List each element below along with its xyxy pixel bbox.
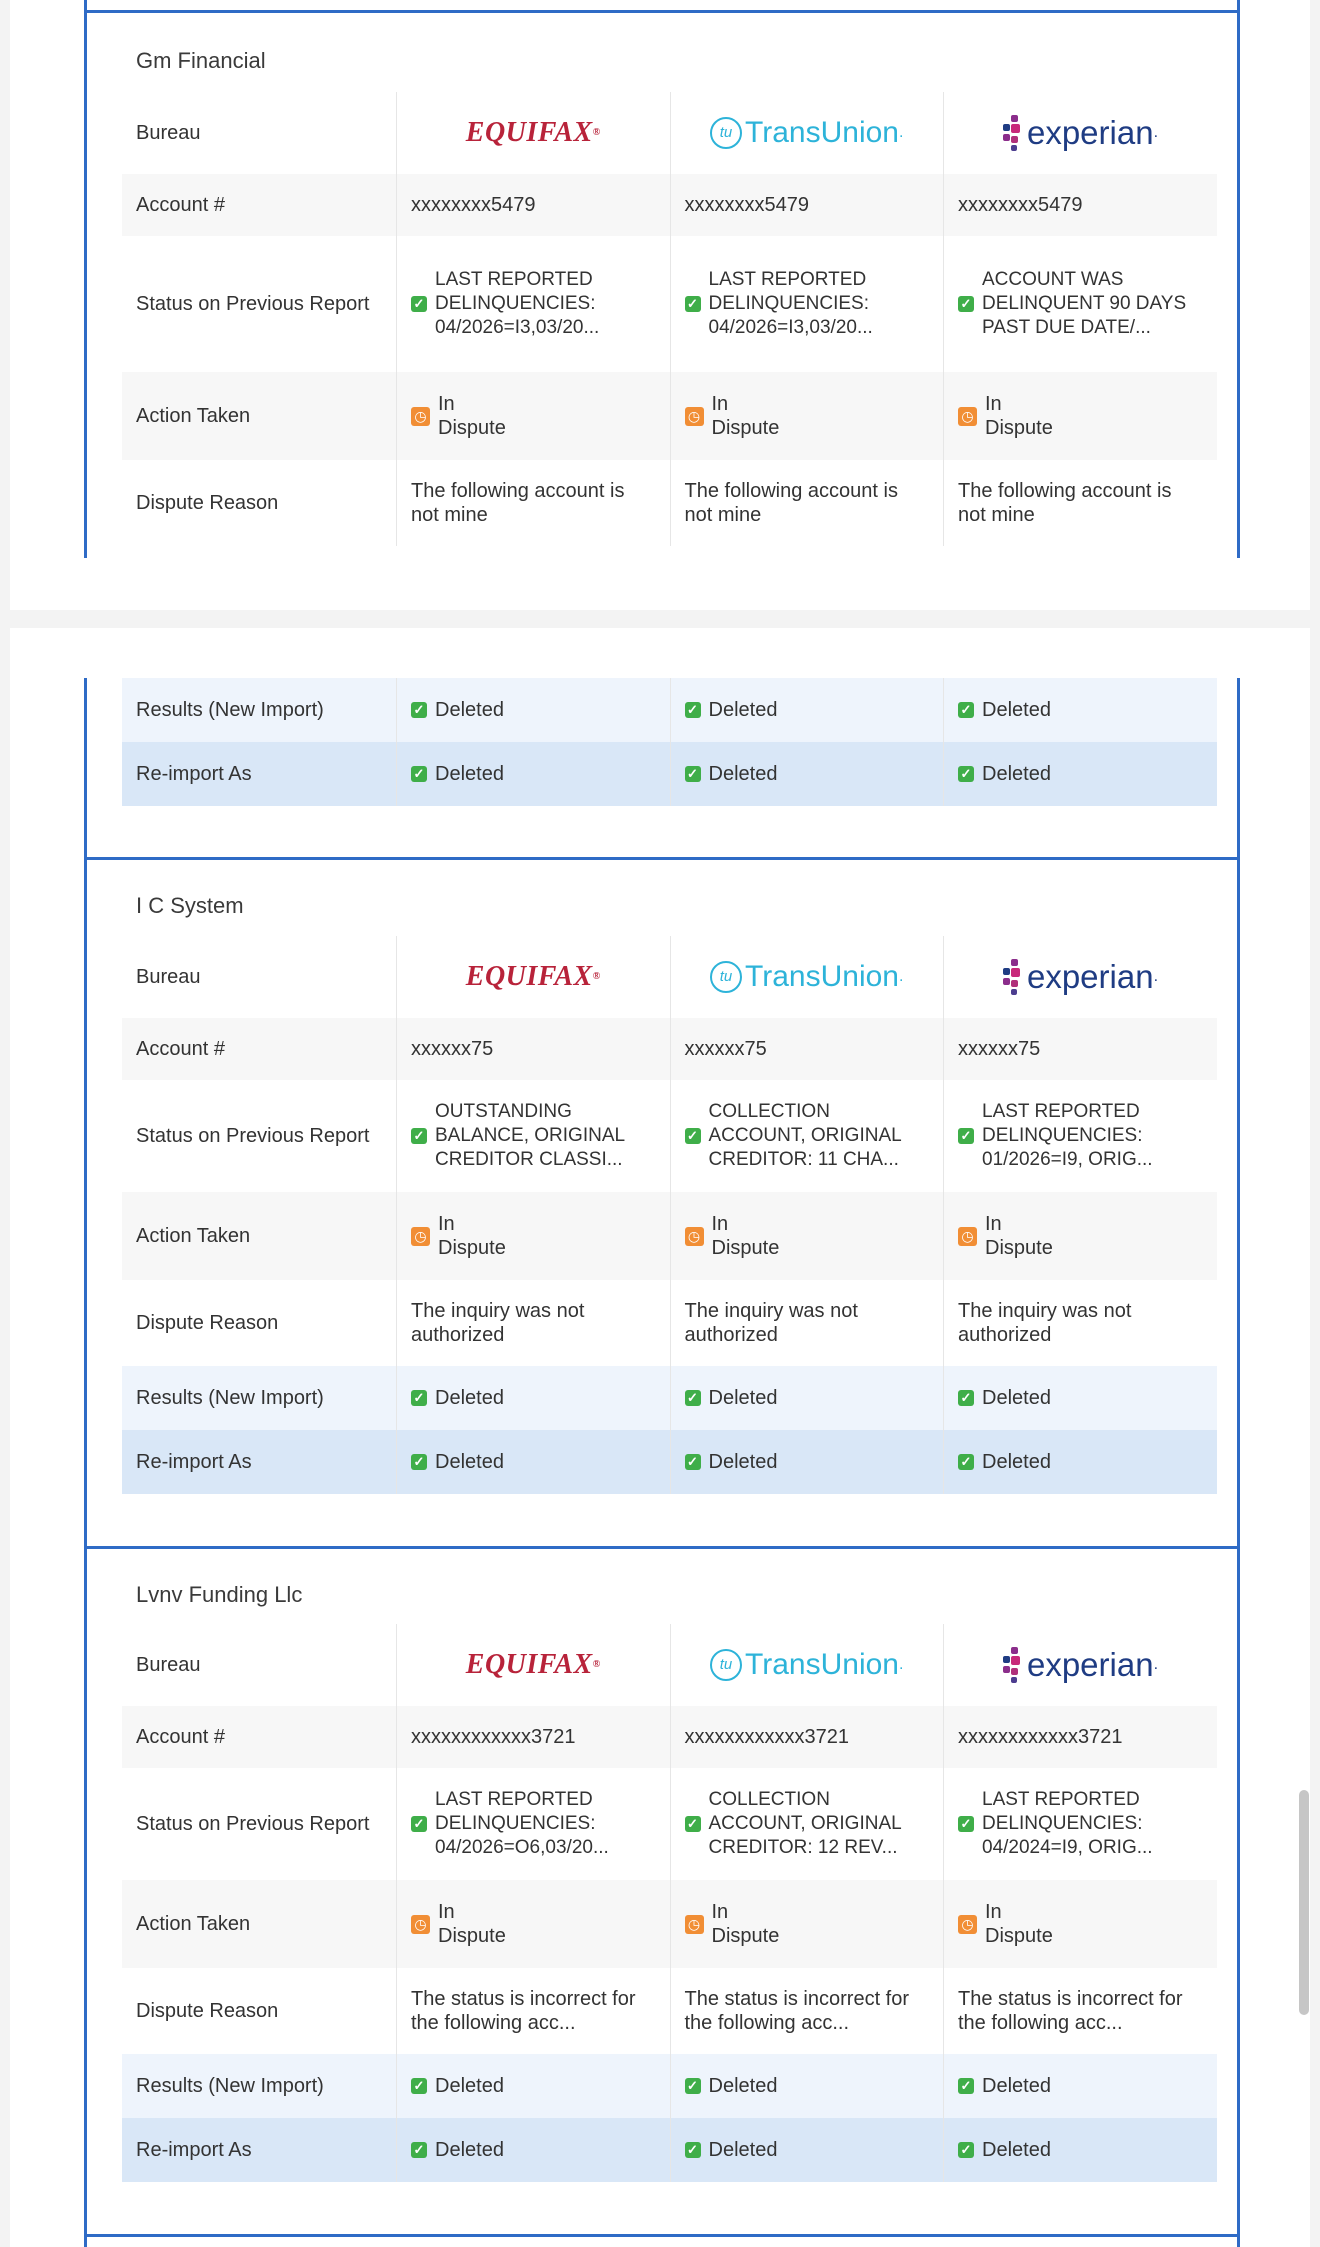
- account-divider: [84, 10, 1240, 13]
- clock-icon: ◷: [411, 1915, 430, 1934]
- reimport-text: Deleted: [435, 1451, 504, 1473]
- reason-row: Dispute Reason The inquiry was not authorized The inquiry was not authorized The inquiry was not authorized: [122, 1280, 1217, 1366]
- clock-icon: ◷: [958, 407, 977, 426]
- check-square-icon: ✓: [411, 1390, 427, 1406]
- status-row: Status on Previous Report ✓ LAST REPORTED DELINQUENCIES: 04/2026=O6,03/20... ✓ COLLECTION ACCOUNT, ORIGINAL CREDITOR: 12 REV... ✓ LAST REPORTED DELINQUENCIES: 04/2024=I9, ORIG...: [122, 1768, 1217, 1880]
- bureau-table: [122, 1624, 1217, 2182]
- reimport-row: Re-import As ✓ Deleted ✓ Deleted ✓ Deleted: [122, 1430, 1217, 1494]
- clock-icon: ◷: [411, 1227, 430, 1246]
- check-square-icon: ✓: [411, 2142, 427, 2158]
- action-text: In Dispute: [985, 1901, 1053, 1947]
- bureau-row: [122, 92, 1217, 174]
- check-square-icon: ✓: [685, 2078, 701, 2094]
- equifax-logo: EQUIFAX ®: [465, 1649, 601, 1680]
- clock-icon: ◷: [685, 1227, 704, 1246]
- results-row: Results (New Import) ✓ Deleted ✓ Deleted ✓ Deleted: [122, 1366, 1217, 1430]
- status-text: LAST REPORTED DELINQUENCIES: 04/2026=I3,03/20...: [708, 269, 873, 338]
- action-text: In Dispute: [711, 1213, 780, 1259]
- account-number: xxxxxx75: [397, 1018, 671, 1080]
- reason-text: The status is incorrect for the following acc...: [670, 1968, 944, 2054]
- check-square-icon: ✓: [958, 1454, 974, 1470]
- check-square-icon: ✓: [685, 1454, 701, 1470]
- bureau-table: [122, 936, 1217, 1494]
- check-square-icon: ✓: [411, 702, 427, 718]
- account-number-row: Account # xxxxxxxxxxxx3721 xxxxxxxxxxxx3721 xxxxxxxxxxxx3721: [122, 1706, 1217, 1768]
- check-square-icon: ✓: [411, 1816, 427, 1832]
- account-number: xxxxxxxxxxxx3721: [944, 1706, 1218, 1768]
- account-title: Gm Financial: [136, 48, 266, 73]
- bureau-row: Bureau EQUIFAX ® tu TransUnion . experian .: [122, 936, 1217, 1018]
- clock-icon: ◷: [958, 1915, 977, 1934]
- status-text: OUTSTANDING BALANCE, ORIGINAL CREDITOR CLASSI...: [435, 1101, 625, 1170]
- reason-text: The following account is not mine: [397, 460, 671, 546]
- account-divider: [84, 2234, 1240, 2237]
- action-text: In Dispute: [438, 393, 506, 439]
- clock-icon: ◷: [411, 407, 430, 426]
- account-number-row: Account # xxxxxx75 xxxxxx75 xxxxxx75: [122, 1018, 1217, 1080]
- check-square-icon: ✓: [685, 702, 701, 718]
- results-row: Results (New Import) ✓ Deleted ✓ Deleted ✓ Deleted: [122, 678, 1217, 742]
- account-number: xxxxxxxxxxxx3721: [670, 1706, 944, 1768]
- account-number: xxxxxxxx5479: [944, 174, 1218, 236]
- account-number-row: Account # xxxxxxxx5479 xxxxxxxx5479 xxxxxxxx5479: [122, 174, 1217, 236]
- status-text: COLLECTION ACCOUNT, ORIGINAL CREDITOR: 12 REV...: [708, 1789, 901, 1858]
- check-square-icon: ✓: [685, 296, 701, 312]
- status-row: Status on Previous Report ✓ OUTSTANDING BALANCE, ORIGINAL CREDITOR CLASSI... ✓ COLLECTION ACCOUNT, ORIGINAL CREDITOR: 11 CHA... ✓ LAST REPORTED DELINQUENCIES: 01/2026=I9, ORIG...: [122, 1080, 1217, 1192]
- dispute-card-top: [10, 0, 1310, 610]
- check-square-icon: ✓: [411, 2078, 427, 2094]
- check-square-icon: ✓: [958, 296, 974, 312]
- status-text: LAST REPORTED DELINQUENCIES: 04/2026=O6,03/20...: [435, 1789, 609, 1858]
- result-text: Deleted: [708, 1387, 778, 1409]
- reason-text: The following account is not mine: [670, 460, 944, 546]
- dispute-card-bottom: [10, 628, 1310, 2247]
- status-text: LAST REPORTED DELINQUENCIES: 04/2024=I9, ORIG...: [982, 1789, 1153, 1858]
- check-square-icon: ✓: [685, 1128, 701, 1144]
- bureau-table: [122, 92, 1217, 546]
- reimport-text: Deleted: [708, 763, 778, 785]
- check-square-icon: ✓: [685, 2142, 701, 2158]
- check-square-icon: ✓: [685, 1816, 701, 1832]
- clock-icon: ◷: [685, 1915, 704, 1934]
- result-text: Deleted: [982, 1387, 1051, 1409]
- equifax-logo: EQUIFAX ®: [465, 961, 601, 992]
- check-square-icon: ✓: [411, 296, 427, 312]
- experian-logo: experian .: [958, 959, 1203, 995]
- action-row: Action Taken ◷ In Dispute ◷ In Dispute ◷ In Dispute: [122, 1192, 1217, 1280]
- reason-text: The status is incorrect for the following acc...: [397, 1968, 671, 2054]
- check-square-icon: ✓: [958, 1816, 974, 1832]
- account-divider: [84, 1546, 1240, 1549]
- reason-row: Dispute Reason The status is incorrect for the following acc... The status is incorrect for the following acc... The status is incorrect for the following acc...: [122, 1968, 1217, 2054]
- scrollbar-thumb[interactable]: [1299, 1790, 1309, 2015]
- reason-text: The inquiry was not authorized: [944, 1280, 1218, 1366]
- check-square-icon: ✓: [411, 766, 427, 782]
- check-square-icon: ✓: [958, 2142, 974, 2158]
- reimport-text: Deleted: [435, 2139, 504, 2161]
- bureau-row: Bureau EQUIFAX ® tu TransUnion . experian .: [122, 1624, 1217, 1706]
- reimport-text: Deleted: [982, 2139, 1051, 2161]
- reimport-row: Re-import As ✓ Deleted ✓ Deleted ✓ Deleted: [122, 742, 1217, 806]
- account-number: xxxxxx75: [670, 1018, 944, 1080]
- reimport-text: Deleted: [982, 1451, 1051, 1473]
- result-text: Deleted: [708, 2075, 778, 2097]
- status-text: COLLECTION ACCOUNT, ORIGINAL CREDITOR: 11 CHA...: [708, 1101, 901, 1170]
- transunion-logo: tu TransUnion .: [685, 1649, 930, 1681]
- clock-icon: ◷: [958, 1227, 977, 1246]
- account-number: xxxxxxxxxxxx3721: [397, 1706, 671, 1768]
- result-text: Deleted: [435, 699, 504, 721]
- status-row: Status on Previous Report ✓ LAST REPORTED DELINQUENCIES: 04/2026=I3,03/20... ✓ LAST REPORTED DELINQUENCIES: 04/2026=I3,03/20... ✓ ACCOUNT WAS DELINQUENT 90 DAYS PAST DUE DATE/...: [122, 236, 1217, 372]
- account-number: xxxxxx75: [944, 1018, 1218, 1080]
- check-square-icon: ✓: [958, 2078, 974, 2094]
- check-square-icon: ✓: [685, 766, 701, 782]
- check-square-icon: ✓: [958, 1390, 974, 1406]
- check-square-icon: ✓: [958, 1128, 974, 1144]
- reimport-text: Deleted: [708, 1451, 778, 1473]
- reason-text: The inquiry was not authorized: [397, 1280, 671, 1366]
- action-text: In Dispute: [711, 1901, 780, 1947]
- account-number: xxxxxxxx5479: [397, 174, 671, 236]
- result-text: Deleted: [435, 1387, 504, 1409]
- reimport-row: Re-import As ✓ Deleted ✓ Deleted ✓ Deleted: [122, 2118, 1217, 2182]
- equifax-logo: EQUIFAX ®: [465, 117, 601, 148]
- experian-logo: experian .: [958, 1647, 1203, 1683]
- transunion-logo: tu TransUnion .: [685, 961, 930, 993]
- result-text: Deleted: [982, 699, 1051, 721]
- account-title: Lvnv Funding Llc: [136, 1582, 303, 1607]
- action-text: In Dispute: [985, 393, 1053, 439]
- results-row: Results (New Import) ✓ Deleted ✓ Deleted ✓ Deleted: [122, 2054, 1217, 2118]
- reimport-text: Deleted: [982, 763, 1051, 785]
- bureau-table: [122, 678, 1217, 806]
- reason-row: Dispute Reason The following account is not mine The following account is not mine The following account is not mine: [122, 460, 1217, 546]
- status-text: LAST REPORTED DELINQUENCIES: 04/2026=I3,03/20...: [435, 269, 600, 338]
- action-row: Action Taken ◷ In Dispute ◷ In Dispute ◷ In Dispute: [122, 1880, 1217, 1968]
- result-text: Deleted: [982, 2075, 1051, 2097]
- status-text: LAST REPORTED DELINQUENCIES: 01/2026=I9, ORIG...: [982, 1101, 1153, 1170]
- reimport-text: Deleted: [435, 763, 504, 785]
- experian-logo: experian .: [958, 115, 1203, 151]
- transunion-logo: tu TransUnion .: [685, 117, 930, 149]
- action-row: Action Taken ◷ In Dispute ◷ In Dispute ◷ In Dispute: [122, 372, 1217, 460]
- account-title: I C System: [136, 893, 244, 918]
- reason-text: The following account is not mine: [944, 460, 1218, 546]
- action-text: In Dispute: [438, 1901, 506, 1947]
- clock-icon: ◷: [685, 407, 704, 426]
- action-text: In Dispute: [438, 1213, 506, 1259]
- account-number: xxxxxxxx5479: [670, 174, 944, 236]
- action-text: In Dispute: [985, 1213, 1053, 1259]
- check-square-icon: ✓: [958, 766, 974, 782]
- account-divider: [84, 857, 1240, 860]
- check-square-icon: ✓: [958, 702, 974, 718]
- status-text: ACCOUNT WAS DELINQUENT 90 DAYS PAST DUE DATE/...: [982, 269, 1187, 338]
- row-label: Bureau: [122, 92, 397, 174]
- reason-text: The status is incorrect for the following acc...: [944, 1968, 1218, 2054]
- action-text: In Dispute: [711, 393, 780, 439]
- reimport-text: Deleted: [708, 2139, 778, 2161]
- check-square-icon: ✓: [685, 1390, 701, 1406]
- check-square-icon: ✓: [411, 1454, 427, 1470]
- result-text: Deleted: [708, 699, 778, 721]
- reason-text: The inquiry was not authorized: [670, 1280, 944, 1366]
- result-text: Deleted: [435, 2075, 504, 2097]
- check-square-icon: ✓: [411, 1128, 427, 1144]
